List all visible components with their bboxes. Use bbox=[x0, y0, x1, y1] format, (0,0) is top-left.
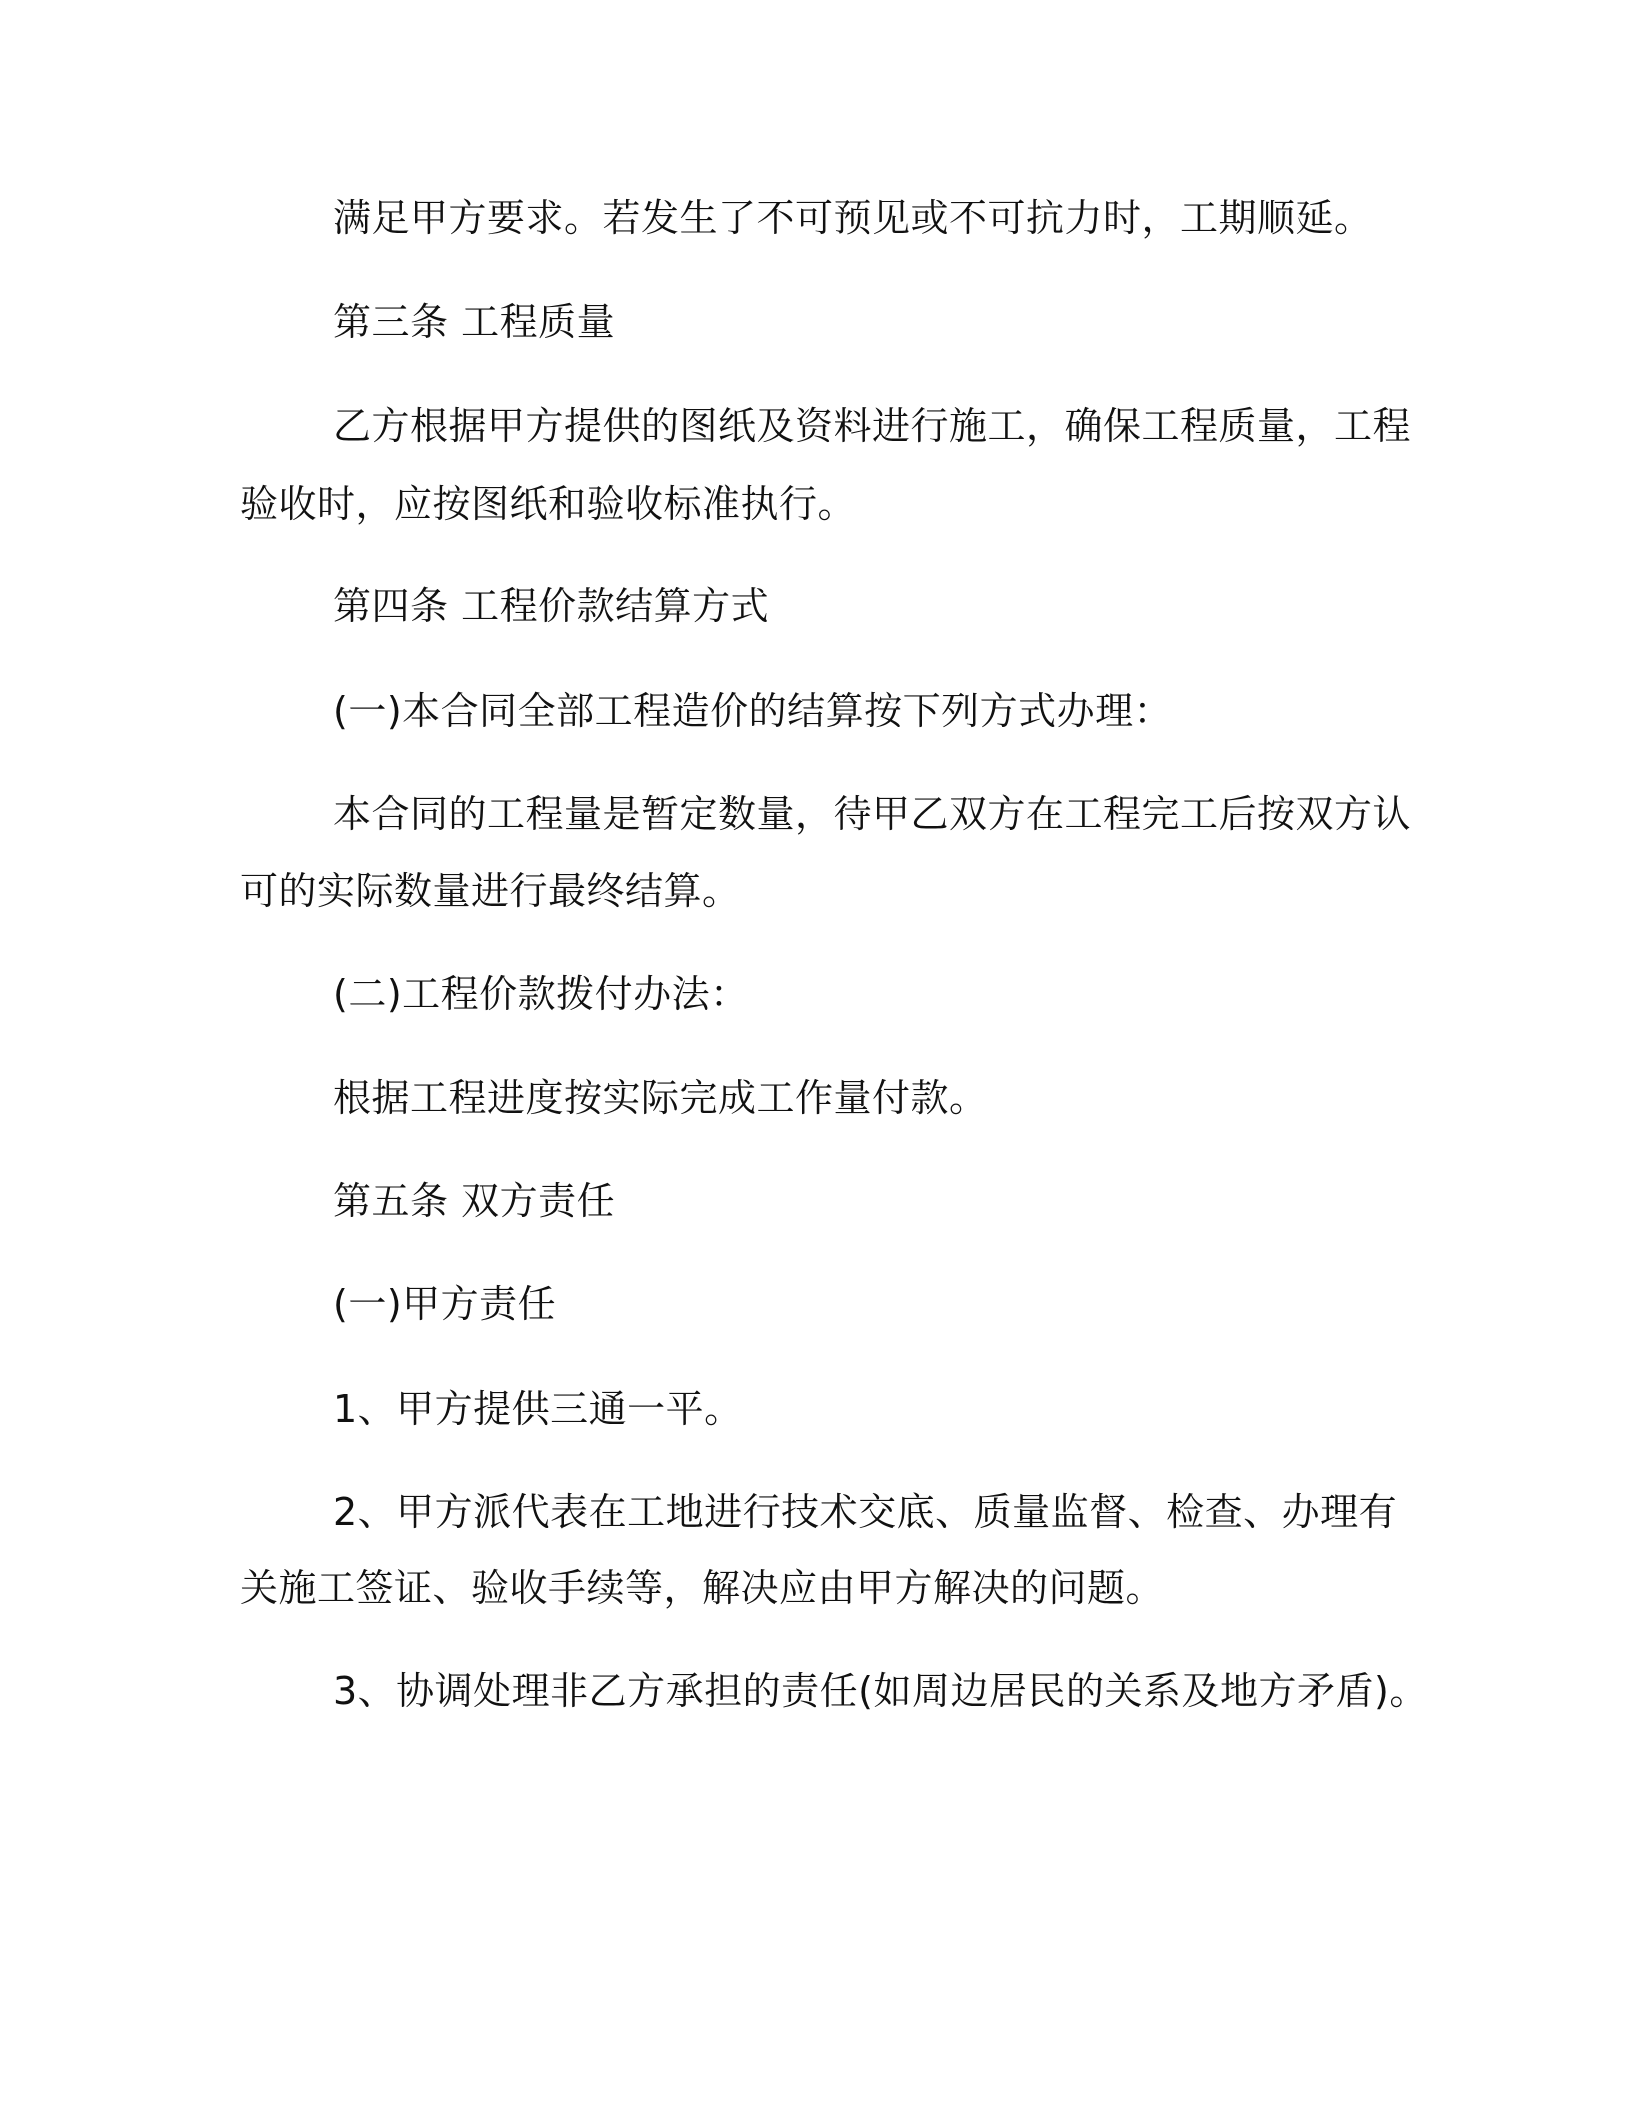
paragraph-line: (二)工程价款拨付办法： bbox=[333, 972, 749, 1016]
paragraph-line: 本合同的工程量是暂定数量，待甲乙双方在工程完工后按双方认 bbox=[333, 792, 1412, 836]
section-heading: 第五条 双方责任 bbox=[333, 1179, 616, 1223]
paragraph-line: 根据工程进度按实际完成工作量付款。 bbox=[333, 1076, 988, 1120]
paragraph-line: 关施工签证、验收手续等，解决应由甲方解决的问题。 bbox=[240, 1566, 1165, 1610]
paragraph-line: 满足甲方要求。若发生了不可预见或不可抗力时，工期顺延。 bbox=[333, 196, 1373, 240]
paragraph-line: (一)甲方责任 bbox=[333, 1282, 557, 1326]
paragraph-line: 3、协调处理非乙方承担的责任(如周边居民的关系及地方矛盾)。 bbox=[333, 1669, 1428, 1713]
paragraph-line: 可的实际数量进行最终结算。 bbox=[240, 869, 741, 913]
paragraph-line: 验收时，应按图纸和验收标准执行。 bbox=[240, 482, 857, 526]
section-heading: 第四条 工程价款结算方式 bbox=[333, 584, 770, 628]
paragraph-line: 乙方根据甲方提供的图纸及资料进行施工，确保工程质量，工程 bbox=[333, 404, 1412, 448]
paragraph-line: (一)本合同全部工程造价的结算按下列方式办理： bbox=[333, 689, 1173, 733]
paragraph-line: 2、甲方派代表在工地进行技术交底、质量监督、检查、办理有 bbox=[333, 1490, 1398, 1534]
paragraph-line: 1、甲方提供三通一平。 bbox=[333, 1387, 743, 1431]
section-heading: 第三条 工程质量 bbox=[333, 300, 616, 344]
